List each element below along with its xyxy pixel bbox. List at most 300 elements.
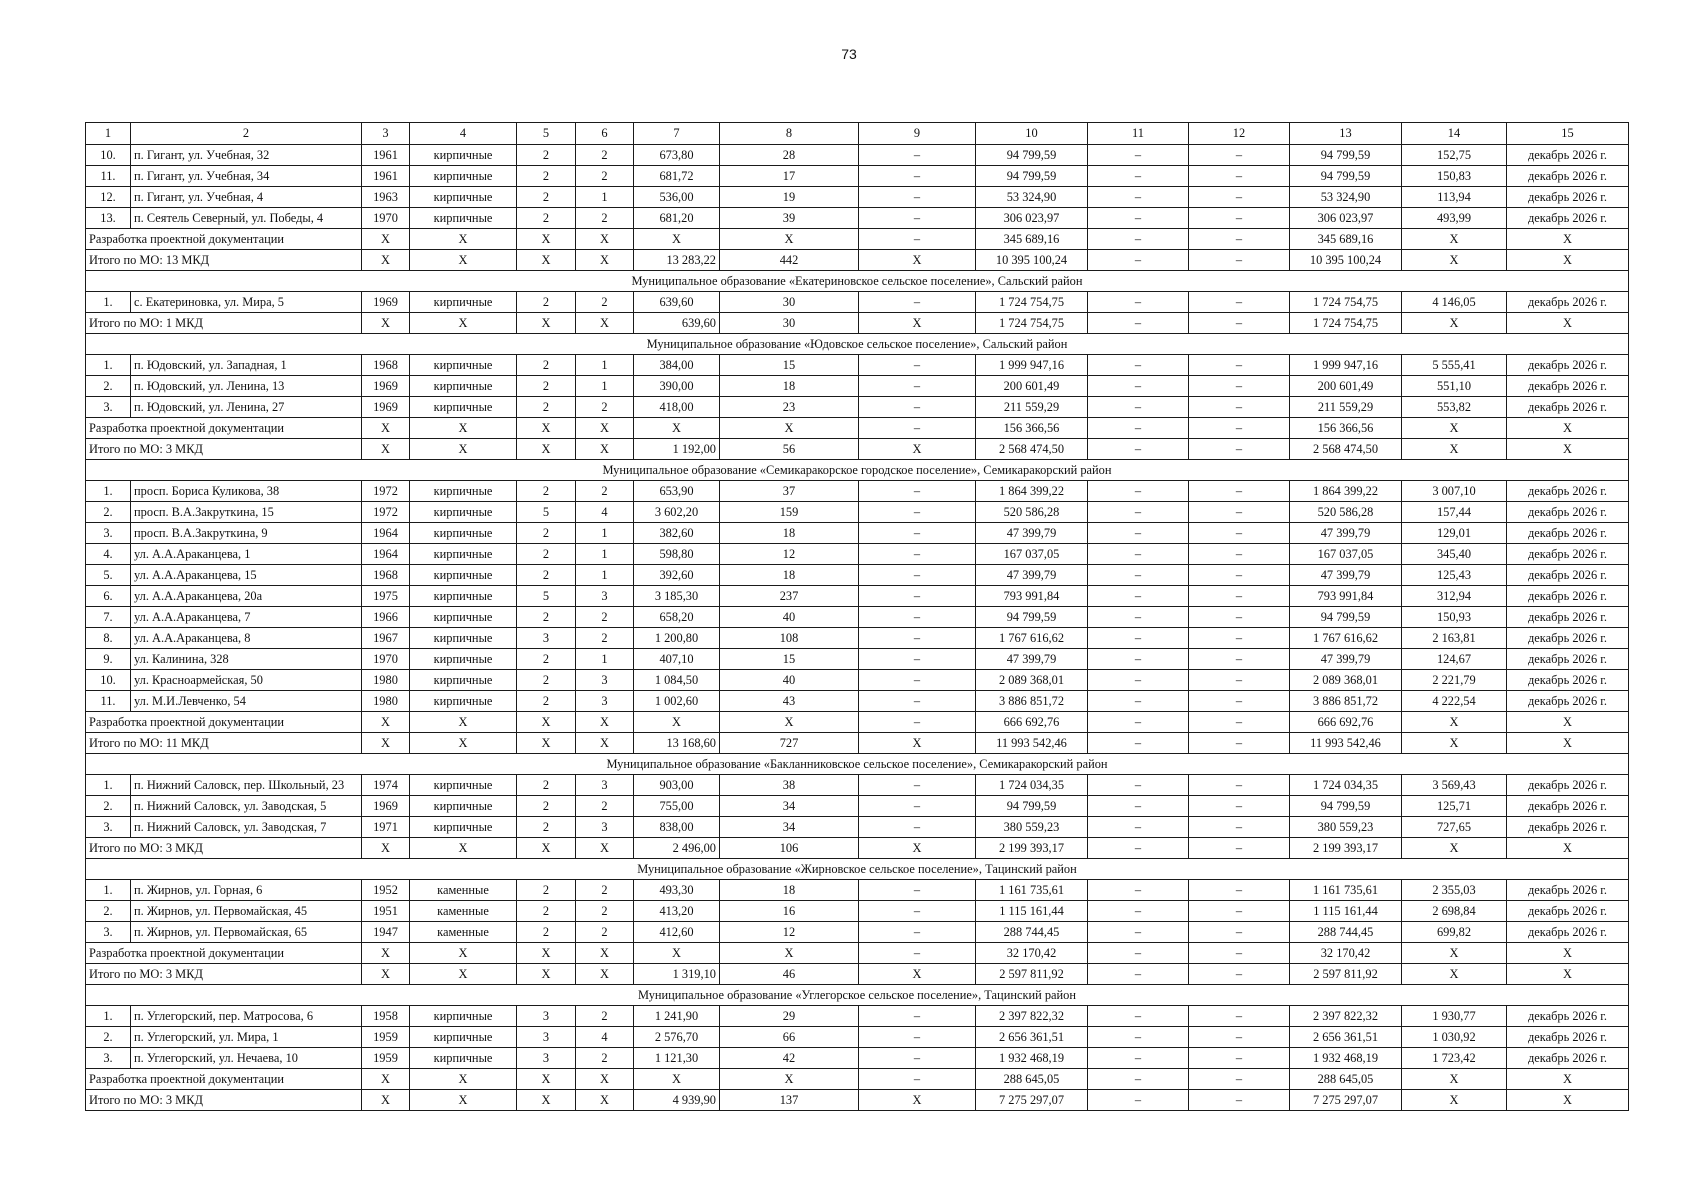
table-cell: 288 744,45 [1290,922,1402,943]
table-cell: 5 [517,123,576,145]
table-cell: декабрь 2026 г. [1507,565,1629,586]
table-cell: 94 799,59 [1290,607,1402,628]
table-cell: 1 724 754,75 [976,313,1088,334]
house-row [86,166,1629,187]
table-cell: 1970 [362,649,410,670]
table-cell: – [1189,796,1290,817]
house-row [86,880,1629,901]
table-cell: 211 559,29 [1290,397,1402,418]
design-docs-row [86,1069,1629,1090]
table-cell: 3 [576,817,634,838]
table-cell: 1974 [362,775,410,796]
table-cell: – [859,775,976,796]
table-cell: – [1189,187,1290,208]
table-cell: X [576,250,634,271]
table-cell: 666 692,76 [976,712,1088,733]
house-row [86,607,1629,628]
table-cell: 11 993 542,46 [976,733,1088,754]
house-row [86,523,1629,544]
table-cell: каменные [410,901,517,922]
table-cell: кирпичные [410,628,517,649]
subtotal-row [86,1090,1629,1111]
table-cell: – [1088,565,1189,586]
table-cell: 47 399,79 [1290,523,1402,544]
table-cell: X [1507,229,1629,250]
table-cell: – [1088,922,1189,943]
house-row [86,901,1629,922]
table-cell: декабрь 2026 г. [1507,922,1629,943]
house-row [86,649,1629,670]
table-cell: 12. [86,187,131,208]
table-cell: 1 121,30 [634,1048,720,1069]
table-cell: 30 [720,313,859,334]
table-cell: 7 275 297,07 [1290,1090,1402,1111]
table-cell: 1 241,90 [634,1006,720,1027]
table-cell: 755,00 [634,796,720,817]
table-cell: X [576,313,634,334]
table-cell: 15 [1507,123,1629,145]
table-cell: 2 [517,775,576,796]
table-cell: 4 [410,123,517,145]
table-cell: X [410,1069,517,1090]
table-cell: 40 [720,670,859,691]
table-cell: X [859,964,976,985]
house-row [86,691,1629,712]
table-cell: X [576,439,634,460]
table-cell: 11. [86,166,131,187]
table-cell: – [1088,439,1189,460]
table-cell: 2 397 822,32 [1290,1006,1402,1027]
table-cell: декабрь 2026 г. [1507,775,1629,796]
table-cell: кирпичные [410,397,517,418]
table-cell: 2 [576,628,634,649]
table-cell: 390,00 [634,376,720,397]
table-cell: – [1189,817,1290,838]
table-cell: декабрь 2026 г. [1507,208,1629,229]
table-cell: кирпичные [410,544,517,565]
table-cell: 38 [720,775,859,796]
table-cell: 2 [517,691,576,712]
table-cell: п. Жирнов, ул. Первомайская, 65 [131,922,362,943]
table-cell: кирпичные [410,355,517,376]
table-cell: 34 [720,796,859,817]
table-cell: 9 [859,123,976,145]
table-cell: 520 586,28 [1290,502,1402,523]
table-cell: 18 [720,523,859,544]
table-cell: 2 355,03 [1402,880,1507,901]
table-cell: 3 886 851,72 [1290,691,1402,712]
table-cell: 15 [720,355,859,376]
table-cell: X [1402,313,1507,334]
table-cell: 2 496,00 [634,838,720,859]
table-cell: X [517,964,576,985]
table-cell: 2 089 368,01 [976,670,1088,691]
table-cell: 34 [720,817,859,838]
table-cell: – [859,1027,976,1048]
table-cell: 3 [517,1048,576,1069]
table-cell: – [859,922,976,943]
table-cell: 94 799,59 [976,145,1088,166]
table-cell: 1 002,60 [634,691,720,712]
table-cell: 2 [576,208,634,229]
table-cell: X [859,733,976,754]
table-cell: – [1189,502,1290,523]
subtotal-row [86,250,1629,271]
subtotal-row [86,313,1629,334]
table-cell: 2 [576,292,634,313]
table-cell: 66 [720,1027,859,1048]
table-cell: 3 [576,586,634,607]
table-cell: X [1507,712,1629,733]
table-cell: 56 [720,439,859,460]
table-cell: 2 [517,922,576,943]
table-cell: 1964 [362,523,410,544]
table-cell: кирпичные [410,1006,517,1027]
table-cell: 3 569,43 [1402,775,1507,796]
table-cell: п. Сеятель Северный, ул. Победы, 4 [131,208,362,229]
table-cell: п. Юдовский, ул. Западная, 1 [131,355,362,376]
table-cell: 2 [576,901,634,922]
municipality-header-row [86,754,1629,775]
table-cell: п. Юдовский, ул. Ленина, 27 [131,397,362,418]
table-cell: X [410,250,517,271]
table-cell: 3. [86,817,131,838]
table-cell: декабрь 2026 г. [1507,166,1629,187]
table-cell: 8. [86,628,131,649]
table-cell: кирпичные [410,208,517,229]
table-cell: X [362,229,410,250]
table-cell: X [362,439,410,460]
table-cell: 1 999 947,16 [1290,355,1402,376]
table-cell: – [1088,649,1189,670]
table-cell: кирпичные [410,649,517,670]
table-cell: – [1088,817,1189,838]
house-row [86,397,1629,418]
table-cell: Муниципальное образование «Юдовское сельское поселение», Сальский район [86,334,1629,355]
table-cell: просп. В.А.Закруткина, 9 [131,523,362,544]
house-row [86,775,1629,796]
table-cell: 382,60 [634,523,720,544]
table-cell: X [859,313,976,334]
table-cell: декабрь 2026 г. [1507,628,1629,649]
table-cell: 639,60 [634,292,720,313]
table-cell: 12 [720,544,859,565]
table-cell: – [1189,586,1290,607]
table-cell: 5. [86,565,131,586]
table-cell: – [1088,313,1189,334]
table-cell: – [1189,838,1290,859]
house-row [86,376,1629,397]
table-cell: – [1088,1006,1189,1027]
table-cell: – [1088,964,1189,985]
table-cell: 2 [131,123,362,145]
table-cell: 1. [86,1006,131,1027]
table-cell: кирпичные [410,292,517,313]
table-cell: 30 [720,292,859,313]
table-cell: X [410,418,517,439]
table-cell: 288 645,05 [1290,1069,1402,1090]
table-cell: 903,00 [634,775,720,796]
table-cell: Разработка проектной документации [86,229,362,250]
table-cell: ул. Красноармейская, 50 [131,670,362,691]
table-cell: 412,60 [634,922,720,943]
table-cell: – [1088,376,1189,397]
table-cell: 1 [576,565,634,586]
table-cell: декабрь 2026 г. [1507,355,1629,376]
house-row [86,565,1629,586]
table-cell: 6. [86,586,131,607]
table-cell: X [362,712,410,733]
table-cell: – [1088,187,1189,208]
design-docs-row [86,229,1629,250]
table-cell: X [410,229,517,250]
table-cell: – [1088,418,1189,439]
table-cell: 17 [720,166,859,187]
table-cell: – [1189,733,1290,754]
table-cell: 2 [517,901,576,922]
page-number: 73 [841,46,857,62]
table-cell: п. Нижний Саловск, ул. Заводская, 5 [131,796,362,817]
table-cell: 9. [86,649,131,670]
table-cell: 2 199 393,17 [976,838,1088,859]
table-cell: 1964 [362,544,410,565]
table-cell: 1968 [362,355,410,376]
table-cell: Итого по МО: 11 МКД [86,733,362,754]
table-cell: 380 559,23 [1290,817,1402,838]
table-cell: 2 [517,607,576,628]
table-cell: кирпичные [410,586,517,607]
municipality-header-row [86,334,1629,355]
table-cell: X [576,712,634,733]
table-cell: 345,40 [1402,544,1507,565]
table-cell: кирпичные [410,166,517,187]
table-cell: X [1507,964,1629,985]
table-cell: – [1189,250,1290,271]
table-cell: 2. [86,376,131,397]
table-cell: – [1189,397,1290,418]
table-cell: 1 192,00 [634,439,720,460]
table-cell: 156 366,56 [976,418,1088,439]
table-cell: 10 395 100,24 [976,250,1088,271]
table-cell: Разработка проектной документации [86,418,362,439]
table-cell: 1961 [362,166,410,187]
table-cell: 1 864 399,22 [1290,481,1402,502]
table-cell: X [1402,733,1507,754]
table-cell: 94 799,59 [976,607,1088,628]
table-cell: X [859,439,976,460]
table-cell: – [1088,670,1189,691]
table-cell: 2. [86,1027,131,1048]
table-cell: 1947 [362,922,410,943]
table-cell: декабрь 2026 г. [1507,586,1629,607]
table-cell: – [1189,943,1290,964]
table-cell: Итого по МО: 3 МКД [86,964,362,985]
table-cell: 12 [1189,123,1290,145]
table-cell: – [859,355,976,376]
table-cell: 1 767 616,62 [1290,628,1402,649]
table-cell: 1 723,42 [1402,1048,1507,1069]
table-cell: кирпичные [410,376,517,397]
table-cell: X [720,229,859,250]
table-cell: Итого по МО: 3 МКД [86,838,362,859]
table-cell: кирпичные [410,481,517,502]
table-cell: – [1189,523,1290,544]
table-cell: – [859,1069,976,1090]
table-cell: 23 [720,397,859,418]
table-cell: X [1507,943,1629,964]
table-cell: X [517,418,576,439]
table-cell: X [362,313,410,334]
table-cell: 1. [86,880,131,901]
table-cell: X [362,964,410,985]
table-cell: кирпичные [410,607,517,628]
table-cell: п. Гигант, ул. Учебная, 4 [131,187,362,208]
table-cell: 11. [86,691,131,712]
table-cell: 1 [576,649,634,670]
table-cell: 345 689,16 [1290,229,1402,250]
table-cell: 306 023,97 [1290,208,1402,229]
house-row [86,670,1629,691]
house-row [86,796,1629,817]
table-cell: 4 222,54 [1402,691,1507,712]
table-cell: X [576,733,634,754]
table-cell: 1 161 735,61 [1290,880,1402,901]
column-number-row [86,123,1629,145]
table-cell: 10 [976,123,1088,145]
table-cell: X [576,229,634,250]
house-row [86,817,1629,838]
table-cell: X [410,313,517,334]
table-cell: X [720,418,859,439]
table-cell: – [859,208,976,229]
table-cell: 159 [720,502,859,523]
table-cell: 727,65 [1402,817,1507,838]
table-cell: 727 [720,733,859,754]
table-cell: 1963 [362,187,410,208]
table-cell: 2 [517,187,576,208]
table-cell: Разработка проектной документации [86,712,362,733]
table-cell: 125,43 [1402,565,1507,586]
table-cell: 4. [86,544,131,565]
table-cell: X [517,313,576,334]
table-cell: 3. [86,1048,131,1069]
table-cell: декабрь 2026 г. [1507,145,1629,166]
table-cell: – [1088,250,1189,271]
table-cell: – [1189,607,1290,628]
table-cell: X [634,229,720,250]
table-cell: X [1507,439,1629,460]
table-cell: 1959 [362,1048,410,1069]
table-cell: 53 324,90 [976,187,1088,208]
table-cell: ул. А.А.Араканцева, 7 [131,607,362,628]
table-cell: X [517,229,576,250]
table-cell: – [1189,544,1290,565]
table-cell: 1 724 034,35 [1290,775,1402,796]
table-cell: 2 [517,880,576,901]
table-cell: X [362,250,410,271]
table-cell: 1 [576,376,634,397]
table-cell: 3 [576,670,634,691]
table-cell: 2 [517,292,576,313]
table-cell: 1980 [362,691,410,712]
table-cell: декабрь 2026 г. [1507,502,1629,523]
table-cell: 1 767 616,62 [976,628,1088,649]
table-cell: кирпичные [410,691,517,712]
table-cell: – [859,418,976,439]
table-cell: декабрь 2026 г. [1507,187,1629,208]
table-cell: 1961 [362,145,410,166]
table-cell: – [1189,208,1290,229]
table-cell: X [410,712,517,733]
table-cell: 3 [517,1006,576,1027]
house-row [86,481,1629,502]
table-cell: X [362,1090,410,1111]
table-cell: – [1088,502,1189,523]
subtotal-row [86,964,1629,985]
table-cell: X [1402,250,1507,271]
table-cell: 4 [576,1027,634,1048]
table-cell: X [1402,1090,1507,1111]
table-cell: – [1189,439,1290,460]
table-cell: 2 576,70 [634,1027,720,1048]
table-cell: п. Нижний Саловск, ул. Заводская, 7 [131,817,362,838]
table-cell: – [1189,229,1290,250]
table-cell: 681,72 [634,166,720,187]
table-cell: – [859,229,976,250]
table-cell: 157,44 [1402,502,1507,523]
table-cell: 10 395 100,24 [1290,250,1402,271]
table-cell: 7. [86,607,131,628]
table-cell: 380 559,23 [976,817,1088,838]
table-cell: 2 [517,649,576,670]
table-cell: кирпичные [410,145,517,166]
table-cell: 1975 [362,586,410,607]
table-cell: 29 [720,1006,859,1027]
table-cell: – [1189,691,1290,712]
table-cell: – [859,166,976,187]
table-cell: 47 399,79 [1290,649,1402,670]
table-cell: – [1088,1069,1189,1090]
table-cell: – [1088,1027,1189,1048]
table-cell: ул. А.А.Араканцева, 1 [131,544,362,565]
table-cell: – [859,712,976,733]
table-cell: 150,93 [1402,607,1507,628]
table-cell: 2 163,81 [1402,628,1507,649]
table-cell: Разработка проектной документации [86,943,362,964]
table-cell: X [634,712,720,733]
table-cell: 3. [86,922,131,943]
table-cell: X [1507,838,1629,859]
table-cell: – [1189,355,1290,376]
table-cell: 1 [576,544,634,565]
table-cell: Итого по МО: 1 МКД [86,313,362,334]
table-cell: X [362,418,410,439]
table-cell: 12 [720,922,859,943]
table-cell: 2 [576,607,634,628]
table-cell: 681,20 [634,208,720,229]
table-cell: X [720,943,859,964]
table-cell: 2 [517,376,576,397]
table-cell: Итого по МО: 13 МКД [86,250,362,271]
table-cell: X [1402,229,1507,250]
table-cell: – [1189,1069,1290,1090]
table-cell: 3 [517,628,576,649]
table-cell: – [1088,586,1189,607]
table-cell: 4 146,05 [1402,292,1507,313]
table-cell: 124,67 [1402,649,1507,670]
table-cell: 288 645,05 [976,1069,1088,1090]
table-cell: 2 [517,796,576,817]
